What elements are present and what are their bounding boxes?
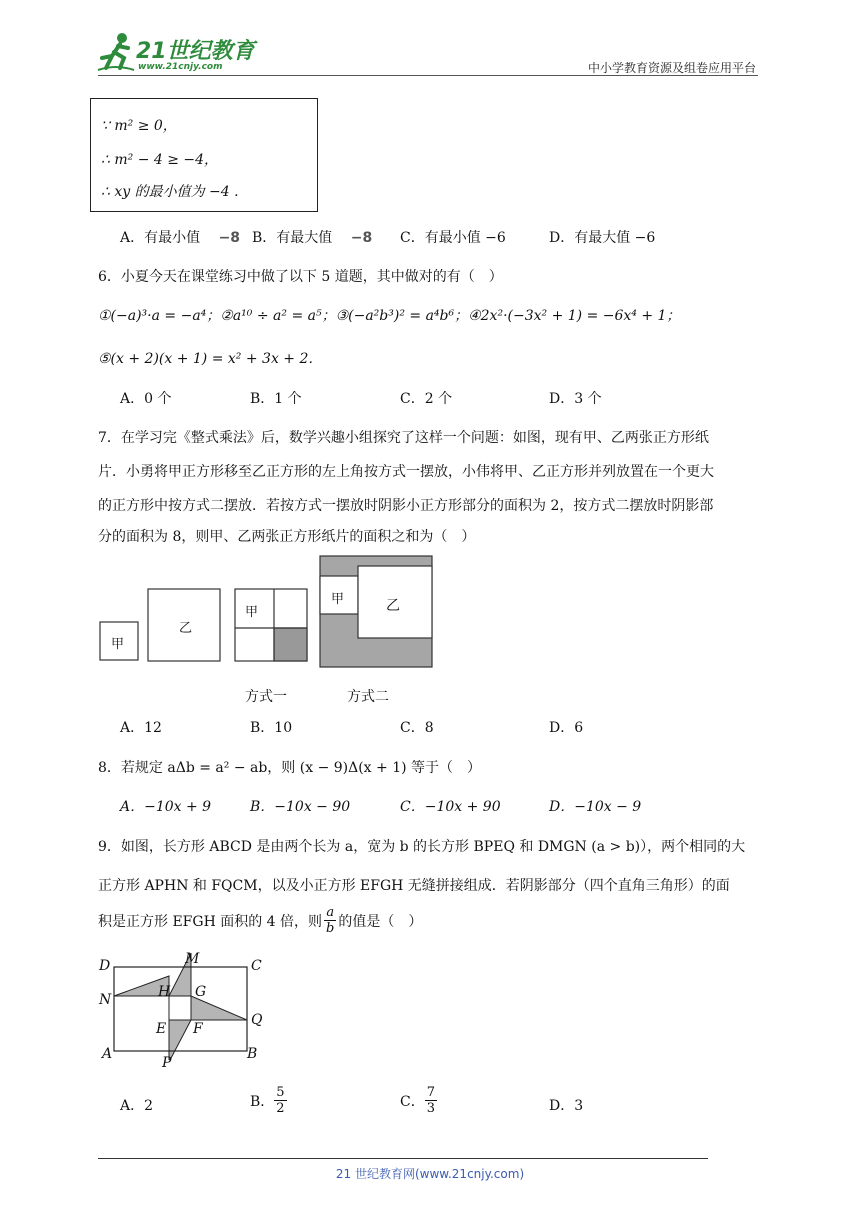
q5-option-c: C．有最小值 −6	[400, 230, 506, 246]
q9-option-c-fraction	[425, 1085, 437, 1116]
header-divider	[98, 75, 758, 76]
q5-option-b-value: −8	[350, 230, 373, 246]
label-Q: Q	[251, 1012, 263, 1028]
q9-figure	[112, 950, 252, 1060]
q9-option-b-fraction	[274, 1085, 286, 1116]
site-logo	[96, 30, 266, 76]
solution-line-1: ∵ m² ≥ 0，	[101, 118, 177, 134]
q8-option-d: D．−10x − 9	[549, 799, 642, 815]
label-jia-2: 甲	[245, 605, 259, 620]
label-yi-2: 乙	[386, 598, 400, 614]
label-P: P	[162, 1055, 172, 1071]
label-jia-3: 甲	[331, 592, 345, 607]
q9-option-d: D．3	[549, 1098, 584, 1114]
solution-line-2: ∴ m² − 4 ≥ −4，	[101, 152, 219, 168]
q7-stem-line-2: 片．小勇将甲正方形移至乙正方形的左上角按方式一摆放，小伟将甲、乙正方形并列放置在一个更大	[98, 464, 714, 480]
q9-option-b-den: 2	[276, 1101, 285, 1116]
label-H: H	[158, 984, 171, 1000]
label-M: M	[185, 951, 200, 967]
q7-stem-line-1: 7．在学习完《整式乘法》后，数学兴趣小组探究了这样一个问题：如图，现有甲、乙两张正方形纸	[98, 430, 709, 446]
q7-stem-line-4: 分的面积为 8，则甲、乙两张正方形纸片的面积之和为（ ）	[98, 529, 476, 545]
q9-stem-line-2: 正方形 APHN 和 FQCM，以及小正方形 EFGH 无缝拼接组成．若阴影部分（四个直角三角形）的面	[98, 878, 730, 894]
label-jia-1: 甲	[111, 637, 125, 652]
logo-url: www.21cnjy.com	[138, 62, 223, 72]
q7-option-a: A．12	[120, 720, 162, 736]
q5-option-a-text: A．有最小值	[120, 230, 201, 246]
platform-title: 中小学教育资源及组卷应用平台	[587, 61, 756, 75]
label-G: G	[195, 984, 207, 1000]
q9-fraction-num: a	[324, 905, 336, 921]
label-C: C	[251, 958, 262, 974]
q9-option-b	[250, 1085, 287, 1116]
q9-option-b-label: B．	[250, 1093, 275, 1110]
q6-items-line-1: ①(−a)³·a = −a⁴；②a¹⁰ ÷ a² = a⁵；③(−a²b³)² = a⁴b⁶；④2x²·(−3x² + 1) = −6x⁴ + 1；	[98, 308, 681, 324]
q5-option-d: D．有最大值 −6	[549, 230, 656, 246]
q8-stem: 8．若规定 aΔb = a² − ab，则 (x − 9)Δ(x + 1) 等于（ ）	[98, 760, 482, 776]
q6-option-c: C．2 个	[400, 391, 453, 407]
q9-option-c	[400, 1085, 437, 1116]
label-A: A	[102, 1046, 113, 1062]
caption-method-one: 方式一	[245, 689, 287, 705]
q7-option-d: D．6	[549, 720, 584, 736]
solution-line-3: ∴ xy 的最小值为 −4 .	[101, 184, 239, 200]
q7-option-b: B．10	[250, 720, 293, 736]
label-F: F	[193, 1021, 203, 1037]
logo-text: 21世纪教育	[136, 39, 255, 64]
q5-option-a-value: −8	[218, 230, 241, 246]
footer-text[interactable]: 21 世纪教育网(www.21cnjy.com)	[335, 1167, 525, 1181]
q9-option-c-num: 7	[426, 1085, 435, 1100]
q9-option-c-label: C．	[400, 1093, 425, 1110]
q9-option-b-num: 5	[276, 1085, 285, 1100]
q6-option-d: D．3 个	[549, 391, 602, 407]
q6-items-line-2: ⑤(x + 2)(x + 1) = x² + 3x + 2．	[98, 351, 323, 367]
q9-option-c-den: 3	[426, 1101, 435, 1116]
q9-stem-line-3-pre: 积是正方形 EFGH 面积的 4 倍，则	[98, 913, 323, 930]
q5-option-b-text: B．有最大值	[252, 230, 333, 246]
q6-option-a: A．0 个	[120, 391, 172, 407]
method-one-shaded	[274, 628, 307, 661]
q9-option-a: A．2	[120, 1098, 154, 1114]
q7-stem-line-3: 的正方形中按方式二摆放．若按方式一摆放时阴影小正方形部分的面积为 2，按方式二摆放时阴影部	[98, 498, 714, 514]
label-B: B	[247, 1046, 258, 1062]
label-N: N	[99, 992, 112, 1008]
q5-option-a	[120, 227, 240, 247]
q8-option-b: B．−10x − 90	[250, 799, 351, 815]
q5-option-b	[252, 227, 372, 247]
q6-stem: 6．小夏今天在课堂练习中做了以下 5 道题，其中做对的有（ ）	[98, 269, 503, 285]
q7-option-c: C．8	[400, 720, 434, 736]
q8-option-a: A．−10x + 9	[120, 799, 212, 815]
q9-stem-line-3	[98, 905, 422, 936]
label-D: D	[99, 958, 111, 974]
q9-fraction-den: b	[326, 921, 335, 936]
runner-logo-icon	[96, 30, 136, 74]
q8-option-c: C．−10x + 90	[400, 799, 501, 815]
label-yi-1: 乙	[179, 621, 193, 636]
label-E: E	[156, 1021, 167, 1037]
small-square-efgh	[169, 996, 191, 1020]
q9-stem-line-1: 9．如图，长方形 ABCD 是由两个长为 a，宽为 b 的长方形 BPEQ 和 DMGN (a > b)），两个相同的大	[98, 839, 746, 855]
q9-stem-line-3-post: 的值是（ ）	[338, 913, 423, 930]
footer-divider	[98, 1158, 708, 1159]
solution-box	[90, 98, 318, 212]
caption-method-two: 方式二	[347, 689, 389, 705]
q9-fraction	[324, 905, 336, 936]
q6-option-b: B．1 个	[250, 391, 302, 407]
